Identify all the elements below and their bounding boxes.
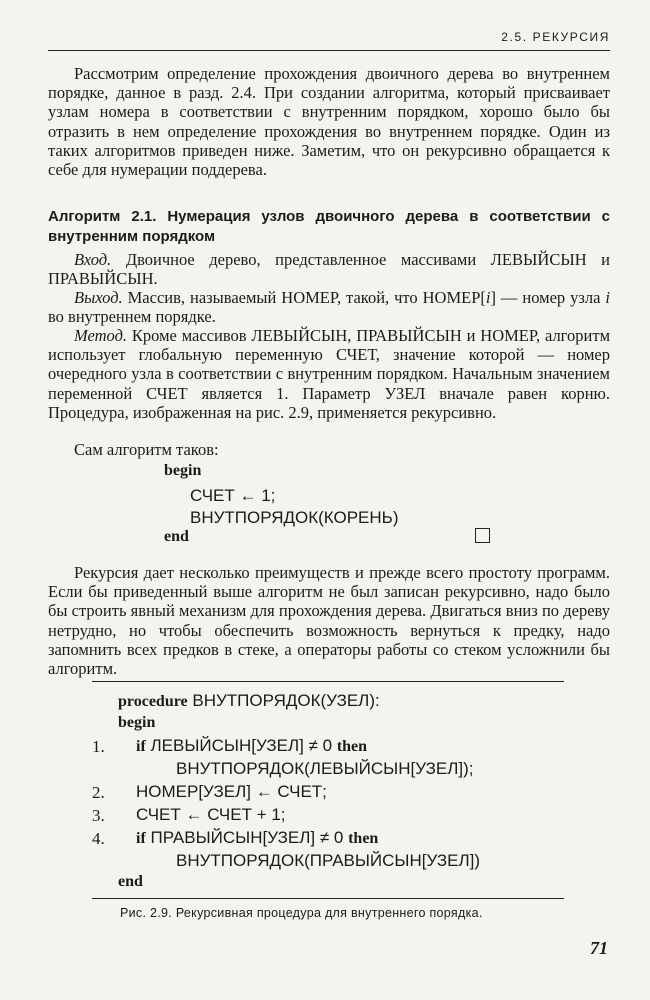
line-number-2: 2. (92, 783, 105, 802)
output-text-3: во внутреннем порядке. (48, 307, 216, 327)
algorithm-title: Алгоритм 2.1. Нумерация узлов двоичного дерева в соответствии с внутренним порядком (48, 208, 610, 245)
method-label: Метод. (74, 326, 128, 345)
proc-name: ВНУТПОРЯДОК(УЗЕЛ): (192, 691, 380, 710)
if-keyword: if (136, 830, 146, 847)
then-keyword: then (336, 738, 368, 755)
end-of-algorithm-box (475, 528, 490, 543)
proc-line-3: СЧЕТ ← СЧЕТ + 1; (136, 805, 286, 824)
proc-line-1-call: ВНУТПОРЯДОК(ЛЕВЫЙСЫН[УЗЕЛ]); (176, 759, 474, 778)
code-begin: begin (164, 462, 202, 479)
recursion-paragraph: Рекурсия дает несколько преимуществ и прежде всего простоту программ. Если бы приведенный выше алгоритм не был записан рекурсивно, надо было бы строить явный механизм для прохождения дерева. Двигаться вниз по дереву нетрудно, но чтобы обеспечить возможность вернуться к предку, надо запомнить всех предков в стеке, а операторы работы со стеком усложнили бы алгоритм. (48, 563, 610, 679)
running-head: 2.5. РЕКУРСИЯ (501, 30, 610, 44)
proc-line-4 (136, 828, 378, 848)
algorithm-input (48, 250, 610, 288)
input-label: Вход. (74, 250, 112, 269)
method-tail: Сам алгоритм таков: (74, 440, 219, 459)
figure-bottom-rule (92, 898, 564, 899)
output-var-2: i (605, 288, 611, 307)
code-line-1: СЧЕТ ← 1; (190, 486, 276, 505)
proc-line-2: НОМЕР[УЗЕЛ] ← СЧЕТ; (136, 782, 327, 801)
page-header (48, 28, 610, 51)
proc-header (118, 691, 380, 711)
condition-1: ЛЕВЫЙСЫН[УЗЕЛ] ≠ 0 (150, 736, 333, 755)
code-end: end (164, 528, 189, 545)
line-number-3: 3. (92, 806, 105, 825)
line-number-1: 1. (92, 737, 105, 756)
output-text-2: ] — номер узла (490, 288, 606, 307)
proc-keyword: procedure (118, 693, 188, 710)
figure-top-rule (92, 681, 564, 682)
proc-end: end (118, 873, 143, 890)
code-line-2: ВНУТПОРЯДОК(КОРЕНЬ) (190, 508, 399, 527)
output-text-1: Массив, называемый НОМЕР, такой, что НОМЕР[ (127, 288, 486, 307)
algorithm-output (48, 288, 610, 326)
proc-begin: begin (118, 714, 156, 731)
figure-caption: Рис. 2.9. Рекурсивная процедура для внутреннего порядка. (120, 906, 483, 920)
proc-line-4-call: ВНУТПОРЯДОК(ПРАВЫЙСЫН[УЗЕЛ]) (176, 851, 481, 870)
page-number: 71 (590, 938, 608, 958)
condition-4: ПРАВЫЙСЫН[УЗЕЛ] ≠ 0 (150, 828, 344, 847)
then-keyword: then (348, 830, 379, 847)
output-var: i (485, 288, 491, 307)
line-number-4: 4. (92, 829, 105, 848)
intro-text: Рассмотрим определение прохождения двоичного дерева во внутреннем порядке, данное в разд. 2.4. При создании алгоритма, который присваивает узлам номера в соответствии с внутренним порядком, хорошо было бы отразить в нем определение прохождения во внутреннем порядке. Один из таких алгоритмов приведен ниже. Заметим, что он рекурсивно обращается к себе для нумерации поддерева. (48, 64, 610, 180)
algorithm-method (48, 326, 610, 422)
input-text: Двоичное дерево, представленное массивами ЛЕВЫЙСЫН и ПРАВЫЙСЫН. (48, 250, 610, 289)
intro-paragraph (48, 64, 610, 179)
method-text: Кроме массивов ЛЕВЫЙСЫН, ПРАВЫЙСЫН и НОМЕР, алгоритм использует глобальную переменную СЧЕТ, значение которой — номер очередного узла в соответствии с внутренним порядком. Начальным значением переменной СЧЕТ является 1. Параметр УЗЕЛ вначале равен корню. Процедура, изображенная на рис. 2.9, применяется рекурсивно. (48, 326, 611, 422)
output-label: Выход. (74, 288, 123, 307)
if-keyword: if (136, 738, 146, 755)
proc-line-1 (136, 736, 367, 756)
